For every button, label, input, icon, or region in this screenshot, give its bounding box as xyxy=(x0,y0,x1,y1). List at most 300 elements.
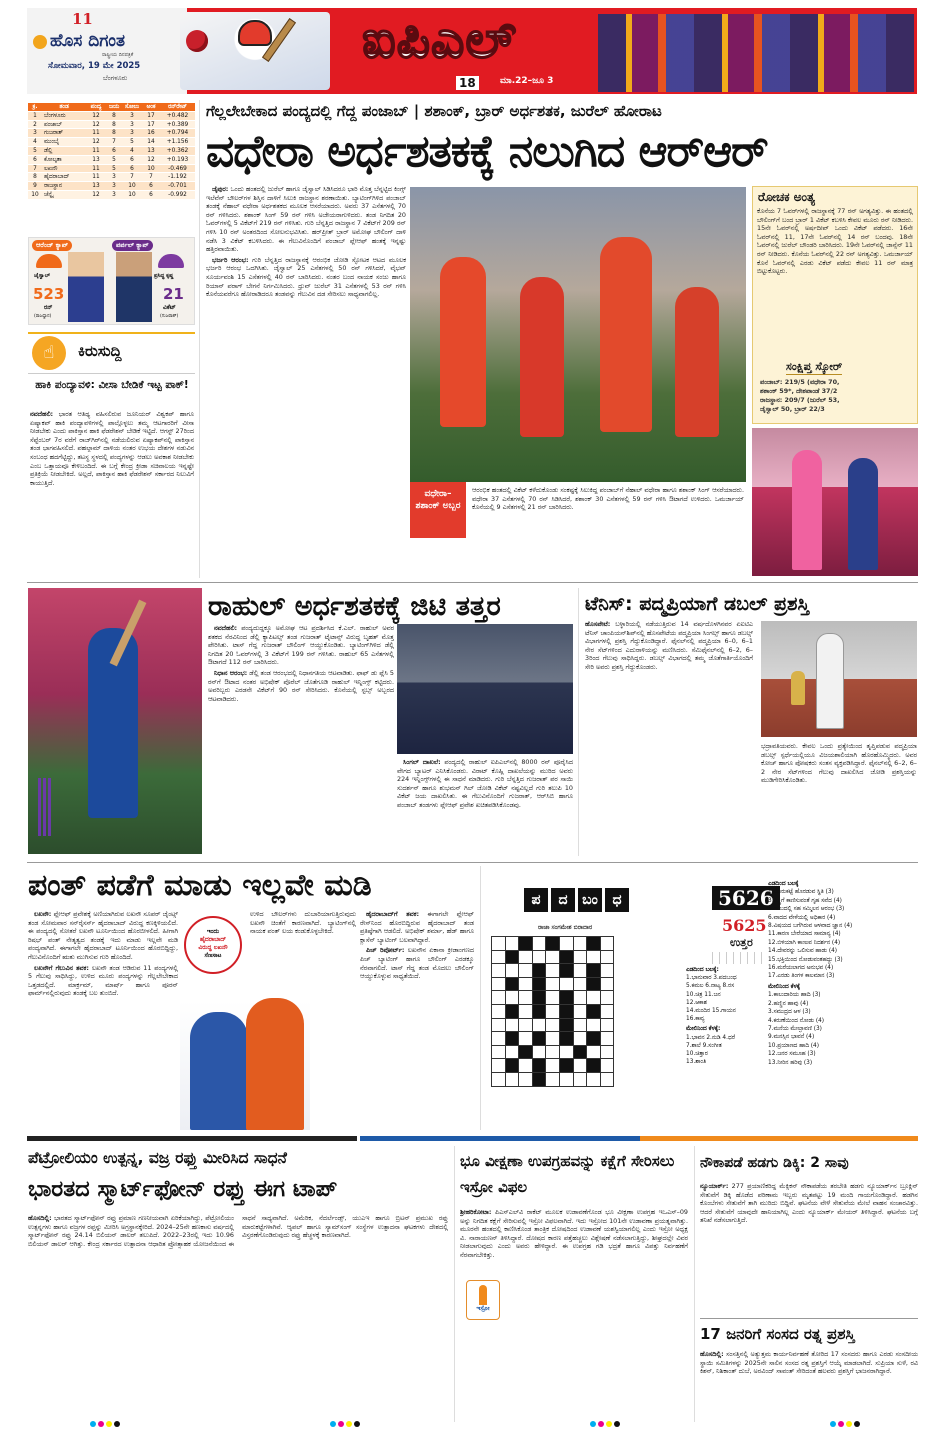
points-table-cell: 6 xyxy=(130,165,134,172)
player-figure xyxy=(792,450,822,570)
crossword-cell xyxy=(546,1059,560,1073)
ship-text: 277 ಪ್ರಯಾಣಿಕರಿದ್ದ ಮೆಕ್ಸಿಕನ್ ನೌಕಾಪಡೆಯ ತರಬೇತಿ ಹಡಗು ನ್ಯೂಯಾರ್ಕ್‌ನ ಬ್ರೂಕ್ಲಿನ್ ಸೇತುವೆಗೆ ಡಿಕ್ಕಿ ಹೊಡೆದ ಪರಿಣಾಮ ಇಬ್ಬರು ಮೃತಪಟ್ಟು 19 ಮಂದಿ ಗಾಯಗೊಂಡಿದ್ದಾರೆ. ಹಡಗಿನ ಕೊಂಬೆಗಳು ಸೇತುವೆಗೆ ತಾಗಿ ಮುರಿದು ಬಿದ್ದಿವೆ. ಘಟನೆಯ ವೇಳೆ ಸೇತುವೆಯ ಮೇಲೆ ವಾಹನ ಸಂಚಾರವಿತ್ತು. ಆದರೆ ಸೇತುವೆಗೆ ಯಾವುದೇ ಹಾನಿಯಾಗಿಲ್ಲ ಎಂದು ನ್ಯೂಯಾರ್ಕ್ ಮೇಯರ್ ತಿಳಿಸಿದ್ದಾರೆ. ಘಟನೆಯ ಬಗ್ಗೆ ತನಿಖೆ ನಡೆಸಲಾಗುತ್ತಿದೆ. xyxy=(700,1182,918,1225)
lead-text: ಒಂದು ಹಂತದಲ್ಲಿ ಜುರೆಲ್ ಹಾಗೂ ಜೈಸ್ವಾಲ್ ಸಿಡಿಸಿದರೂ ಭಾರಿ ಮೊತ್ತ ಬೆನ್ನಟ್ಟಿದ ಕಿಂಗ್ಸ್ ಇಲೆವೆನ್ ಬೌಲರ್‌ಗಳ ಶಿಸ್ತಿನ ದಾಳಿಗೆ ಸಿಲುಕಿ ರಾಜಸ್ಥಾನ ಶರಣಾಯಿತು. ಬ್ಯಾಟಿಂಗ್‌ಗಿಳಿದ ಪಂಜಾಬ್ ತಂಡಕ್ಕೆ ನೆಹಾಲ್ ವಧೇರಾ ಅರ್ಧಶತಕದ ಮೂಲಕ ಆಸರೆಯಾದರು. ಅವರು 37 ಎಸೆತಗಳಲ್ಲಿ 70 ರನ್ ಗಳಿಸಿದರು. ಶಶಾಂಕ್ ಸಿಂಗ್ 59 ರನ್ ಗಳಿಸಿ ಅಜೇಯರಾಗುಳಿದರು. ತಂಡ ನಿಗದಿತ 20 ಓವರ್‌ಗಳಲ್ಲಿ 5 ವಿಕೆಟ್‌ಗೆ 219 ರನ್ ಗಳಿಸಿತು. ಗುರಿ ಬೆನ್ನತ್ತಿದ ರಾಜಸ್ಥಾನ 7 ವಿಕೆಟ್‌ಗೆ 209 ರನ್ ಗಳಿಸಿ 10 ರನ್ ಅಂತರದಿಂದ ಸೋಲನುಭವಿಸಿತು. ಹರ್‌ಪ್ರೀತ್ ಬ್ರಾರ್ ಅಮೋಘ ಬೌಲಿಂಗ್ ದಾಳಿ ನಡೆಸಿ 3 ವಿಕೆಟ್ ಕಬಳಿಸಿದರು. ಈ ಗೆಲುವಿನೊಂದಿಗೆ ಪಂಜಾಬ್ ಪ್ಲೇಆಫ್ ಹಂತಕ್ಕೆ ಇನ್ನಷ್ಟು ಹತ್ತಿರವಾಯಿತು. xyxy=(206,185,406,254)
rahul-body-col1 xyxy=(208,624,394,854)
clue-across: 8.ವಿಷಯದ ಬಗೆಗಿರುವ ಆಳವಾದ ಜ್ಞಾನ (4) xyxy=(768,923,853,930)
player-figure xyxy=(600,237,652,432)
crossword-cell xyxy=(587,950,601,964)
clue-across: 14.ದೇವರನ್ನು ಒಲಿಸುವ ಹಾಡು (4) xyxy=(768,948,838,955)
section-rule xyxy=(27,582,918,583)
clue-down: 4.ಕರುಣೆಯಿಂದ ನೋಡು (4) xyxy=(768,1017,825,1024)
crossword-title-letter: ಧ xyxy=(605,888,629,912)
points-table-cell: 7 xyxy=(112,139,116,146)
points-table-cell: 1 xyxy=(33,112,37,119)
clue-across: 5.ಗರಬದಲ್ಲಿ ಸಹ ಸಮ್ಮಿಲನ ಆರಂಭ (3) xyxy=(768,906,845,913)
column-divider xyxy=(694,1146,695,1422)
lead-subhead: ಭರ್ಜರಿ ಆರಂಭ: xyxy=(212,255,249,264)
gt-team-photo xyxy=(397,624,573,754)
sansad-headline: 17 ಜನರಿಗೆ ಸಂಸದ ರತ್ನ ಪ್ರಶಸ್ತಿ xyxy=(700,1325,855,1343)
points-table-cell: 11 xyxy=(92,130,100,137)
lead-dateline: ಜೈಪುರ: xyxy=(212,185,229,193)
points-table-cell: 13 xyxy=(92,183,100,190)
points-table-cell: 6 xyxy=(149,191,153,198)
answer-number: 5625 xyxy=(722,916,767,935)
crossword-cell xyxy=(532,964,546,978)
rocket-icon xyxy=(479,1285,487,1305)
badge-line: ಇಂದು xyxy=(206,928,220,935)
crossword-cell xyxy=(546,1072,560,1086)
clue-across: 17.ಎರಡು ತಿಂಗಳ ಕಾಲಮಾನ (3) xyxy=(768,973,835,980)
crossword-cell xyxy=(492,1004,506,1018)
tennis-body xyxy=(585,620,753,856)
preview-text-mid: ಉಳಿದ ಬೌಲರ್‌ಗಳು ದುಬಾರಿಯಾಗುತ್ತಿರುವುದು ಲಖನೌ ಚಿಂತೆಗೆ ಕಾರಣವಾಗಿದೆ. ಬ್ಯಾಟಿಂಗ್‌ನಲ್ಲಿ ನಾಯಕ ಪಂತ್ ಲಯ ಕಂಡುಕೊಳ್ಳಬೇಕಿದೆ. xyxy=(250,910,356,936)
points-table-header xyxy=(28,103,195,112)
preview-body-col3 xyxy=(360,910,474,1130)
crossword-cell xyxy=(519,977,533,991)
crossword-cell xyxy=(546,1032,560,1046)
orange-cap-label: ಆರೆಂಜ್ ಕ್ಯಾಪ್ xyxy=(32,240,72,251)
preview-text: ಪ್ಲೇಆಫ್ ಪ್ರವೇಶಕ್ಕೆ ಅಣಿಯಾಗಿರುವ ಲಖನೌ ಸೂಪರ್ ಜೈಂಟ್ಸ್ ತಂಡ ಸೋಮವಾರ ಸನ್‌ರೈಸರ್ಸ್ ಹೈದರಾಬಾದ್ ವಿರುದ್ಧ ಕಣಕ್ಕಿಳಿಯಲಿದೆ. ಈ ಪಂದ್ಯದಲ್ಲಿ ಸೋತರೆ ಲಖನೌ ಟೂರ್ನಿಯಿಂದ ಹೊರಬೀಳಲಿದೆ. ಹೀಗಾಗಿ ರಿಷಭ್ ಪಂತ್ ನೇತೃತ್ವದ ತಂಡಕ್ಕೆ ಇದು ಮಾಡು ಇಲ್ಲವೇ ಮಡಿ ಪಂದ್ಯವಾಗಿದೆ. ಈಗಾಗಲೇ ಹೈದರಾಬಾದ್ ಟೂರ್ನಿಯಿಂದ ಹೊರಬಿದ್ದಿದ್ದು, ಗೆಲುವಿನೊಂದಿಗೆ ಋತು ಮುಗಿಸುವ ಗುರಿ ಹೊಂದಿದೆ. xyxy=(28,910,178,961)
registration-mark xyxy=(346,1421,352,1427)
sansad-dateline: ಹೊಸದಿಲ್ಲಿ: xyxy=(700,1350,724,1358)
points-table-cell: ಪಂಜಾಬ್ xyxy=(44,121,63,128)
player-figure xyxy=(440,257,486,427)
registration-mark xyxy=(846,1421,852,1427)
registration-mark xyxy=(90,1421,96,1427)
points-table-cell: 12 xyxy=(147,156,155,163)
points-table-cell: ಡೆಲ್ಲಿ xyxy=(44,147,53,154)
crossword-cell xyxy=(505,964,519,978)
registration-mark xyxy=(838,1421,844,1427)
points-table-row xyxy=(28,112,195,121)
crossword-title xyxy=(524,888,629,912)
crossword-cell xyxy=(546,950,560,964)
crossword-grid xyxy=(491,936,614,1087)
answers-down-title: ಮೇಲಿನಿಂದ ಕೆಳಕ್ಕೆ: xyxy=(686,1026,721,1033)
points-table-cell: 3 xyxy=(112,191,116,198)
registration-mark xyxy=(606,1421,612,1427)
points-table-cell: 3 xyxy=(130,130,134,137)
crossword-cell xyxy=(505,1018,519,1032)
sansad-text: ಸಂಸತ್ತಿನಲ್ಲಿ ಅತ್ಯುತ್ತಮ ಕಾರ್ಯನಿರ್ವಹಣೆ ತೋರಿದ 17 ಸಂಸದರು ಹಾಗೂ ಎರಡು ಸಂಸದೀಯ ಸ್ಥಾಯಿ ಸಮಿತಿಗಳನ್ನು 2025ನೇ ಸಾಲಿನ ಸಂಸದ ರತ್ನ ಪ್ರಶಸ್ತಿಗೆ ಆಯ್ಕೆ ಮಾಡಲಾಗಿದೆ. ಸುಪ್ರಿಯಾ ಸುಳೆ, ರವಿ ಕಿಶನ್, ನಿಶಿಕಾಂತ್ ದುಬೆ, ಅರವಿಂದ್ ಸಾವಂತ್ ಸೇರಿದಂತೆ ಹಲವರು ಪ್ರಶಸ್ತಿಗೆ ಭಾಜನರಾಗಿದ್ದಾರೆ. xyxy=(700,1350,918,1376)
points-table-cell: 3 xyxy=(130,121,134,128)
points-table-cell: 6 xyxy=(149,183,153,190)
crossword-number: 5626 xyxy=(712,886,780,910)
crossword-cell xyxy=(559,964,573,978)
points-table-cell: 12 xyxy=(92,121,100,128)
points-table-cell: 3 xyxy=(130,112,134,119)
crossword-cell xyxy=(600,950,614,964)
points-table-row xyxy=(28,182,195,191)
sansad-body xyxy=(700,1350,918,1422)
points-table-cell: +0.794 xyxy=(166,130,189,137)
registration-mark xyxy=(614,1421,620,1427)
registration-mark xyxy=(830,1421,836,1427)
crossword-cell xyxy=(600,1032,614,1046)
cricket-player-illustration xyxy=(180,12,330,90)
points-table-cell: ಗುಜರಾತ್ xyxy=(44,130,63,137)
clues xyxy=(768,880,918,1067)
answer-across: 5.ಕಮಲ 6.ನಾಟ್ಯ 8.ರಸ xyxy=(686,983,735,990)
answer-down: 10.ಚಿತ್ತಾರ xyxy=(686,1051,708,1058)
crossword-cell xyxy=(600,977,614,991)
tennis-text: ಬಳ್ಳಾರಿಯಲ್ಲಿ ನಡೆಯುತ್ತಿರುವ 14 ವರ್ಷದೊಳಗಿನವರ ಏಐಟಿಎ ಟೆನಿಸ್ ಚಾಂಪಿಯನ್‌ಶಿಪ್‌ನಲ್ಲಿ ಹೊಸಪೇಟೆಯ ಪದ್ಮಪ್ರಿಯಾ ಸಿಂಗಲ್ಸ್ ಹಾಗೂ ಡಬಲ್ಸ್ ವಿಭಾಗಗಳಲ್ಲಿ ಪ್ರಶಸ್ತಿ ಗೆದ್ದುಕೊಂಡಿದ್ದಾರೆ. ಫೈನಲ್‌ನಲ್ಲಿ ಪದ್ಮಪ್ರಿಯಾ 6–0, 6–1 ನೇರ ಸೆಟ್‌ಗಳಿಂದ ಎದುರಾಳಿಯನ್ನು ಮಣಿಸಿದರು. ಸೆಮಿಫೈನಲ್‌ನಲ್ಲಿ 6–2, 6–3ರಿಂದ ಗೆಲುವು ಸಾಧಿಸಿದ್ದರು. ಡಬಲ್ಸ್ ವಿಭಾಗದಲ್ಲಿ ತಮ್ಮ ಜೊತೆಗಾರ್ತಿಯೊಂದಿಗೆ ಸೇರಿ ಅವರು ಪ್ರಶಸ್ತಿ ಗೆದ್ದುಕೊಂಡರು. xyxy=(585,620,753,671)
points-table-cell: +1.156 xyxy=(166,139,189,146)
points-table-cell: -1.192 xyxy=(168,174,187,181)
points-table-cell: ಬೆಂಗಳೂರು xyxy=(44,112,66,119)
player-figure xyxy=(520,277,564,437)
points-table-cell: ಚೆನ್ನೈ xyxy=(44,191,54,198)
column-divider xyxy=(578,588,579,856)
player-figure xyxy=(816,633,844,729)
points-table-cell: 10 xyxy=(128,183,136,190)
crossword-cell xyxy=(492,991,506,1005)
purple-cap-unit: ವಿಕೆಟ್ xyxy=(163,304,176,311)
preview-body-col2 xyxy=(250,910,356,978)
preview-text-2: ಈಗಾಗಲೇ ಪ್ಲೇಆಫ್ ರೇಸ್‌ನಿಂದ ಹೊರಬಿದ್ದಿರುವ ಹೈದರಾಬಾದ್ ತಂಡ ಪ್ರತಿಷ್ಠೆಗಾಗಿ ಆಡಲಿದೆ. ಅಭಿಷೇಕ್ ಶರ್ಮಾ, ಹೆಡ್ ಹಾಗೂ ಕ್ಲಾಸೆನ್ ಬ್ಯಾಟಿಂಗ್ ಬಲವಾಗಿದ್ದಾರೆ. xyxy=(360,910,474,944)
points-table-cell: 3 xyxy=(33,130,37,137)
inset-label: ವಧೇರಾ–ಶಶಾಂಕ್ ಅಬ್ಬರ xyxy=(410,482,466,538)
crossword-cell xyxy=(600,1072,614,1086)
score-line: ಜೈಸ್ವಾಲ್ 50, ಬ್ರಾರ್ 22/3 xyxy=(760,405,825,413)
crossword-cell xyxy=(532,1059,546,1073)
registration-mark xyxy=(598,1421,604,1427)
col-nrr: ರನ್‌ರೇಟ್ xyxy=(168,104,187,110)
clue-down: 7.ಮನೆಯ ಮೇಲ್ಛಾವಣಿ (3) xyxy=(768,1025,822,1032)
purple-cap-player: ಪ್ರಸಿದ್ಧ ಕೃಷ್ಣ xyxy=(154,273,174,279)
crossword-cell xyxy=(600,937,614,951)
smartphone-dateline: ಹೊಸದಿಲ್ಲಿ: xyxy=(28,1214,52,1222)
crossword-table xyxy=(491,936,614,1087)
rahul-photo xyxy=(28,588,202,854)
column-divider xyxy=(199,100,200,578)
section-rule-color xyxy=(360,1136,640,1141)
points-table-row xyxy=(28,129,195,138)
points-table-cell: +0.389 xyxy=(166,121,189,128)
registration-mark xyxy=(106,1421,112,1427)
points-table-cell: 3 xyxy=(112,183,116,190)
inset-text: ಆರಂಭಿಕ ಹಂತದಲ್ಲಿ ವಿಕೆಟ್ ಕಳೆದುಕೊಂಡು ಸಂಕಷ್ಟಕ್ಕೆ ಸಿಲುಕಿದ್ದ ಪಂಜಾಬ್‌ಗೆ ನೆಹಾಲ್ ವಧೇರಾ ಹಾಗೂ ಶಶಾಂಕ್ ಸಿಂಗ್ ಆಸರೆಯಾದರು. ವಧೇರಾ 37 ಎಸೆತಗಳಲ್ಲಿ 70 ರನ್ ಸಿಡಿಸಿದರೆ, ಶಶಾಂಕ್ 30 ಎಸೆತಗಳಲ್ಲಿ 59 ರನ್ ಗಳಿಸಿ ಔಟಾಗದೆ ಉಳಿದರು. ಒಮರ್ಜಾಯ್ ಕೊನೆಯಲ್ಲಿ 9 ಎಸೆತಗಳಲ್ಲಿ 21 ರನ್ ಬಾರಿಸಿದರು. xyxy=(472,486,744,512)
rahul-subhead-1: ನಿಧಾನ ಆರಂಭ: xyxy=(214,668,248,677)
points-table-cell: ಲಖನೌ xyxy=(44,165,58,172)
preview-text-3: ಲಖನೌನ ಏಕಾನಾ ಕ್ರೀಡಾಂಗಣದ ಪಿಚ್ ಬ್ಯಾಟಿಂಗ್ ಹಾಗೂ ಬೌಲಿಂಗ್ ಎರಡಕ್ಕೂ ನೆರವಾಗಲಿದೆ. ಟಾಸ್ ಗೆದ್ದ ತಂಡ ಮೊದಲು ಬೌಲಿಂಗ್ ಆಯ್ದುಕೊಳ್ಳುವ ಸಾಧ್ಯತೆಯಿದೆ. xyxy=(360,946,474,981)
clue-across: 1.ಮಾರುಕಟ್ಟೆ ಹೊರಡುವ ಸ್ಥಿತಿ (3) xyxy=(768,889,834,896)
kirusuddi-label: ಕಿರುಸುದ್ದಿ xyxy=(78,342,122,360)
captains-photo-strip xyxy=(598,14,914,92)
scorecard-title: ಸಂಕ್ಷಿಪ್ತ ಸ್ಕೋರ್ xyxy=(786,360,843,373)
points-table-cell: 5 xyxy=(130,139,134,146)
badge-line: ಸೆಣಸಾಟ xyxy=(204,952,222,959)
smartphone-body xyxy=(28,1214,448,1420)
points-table-cell: 4 xyxy=(33,139,37,146)
smartphone-headline: ಭಾರತದ ಸ್ಮಾರ್ಟ್‌ಫೋನ್ ರಫ್ತು ಈಗ ಟಾಪ್ xyxy=(28,1176,338,1202)
crossword-cell xyxy=(600,1045,614,1059)
points-table-cell: 7 xyxy=(130,174,134,181)
section-rule-color xyxy=(27,1136,357,1141)
points-table-cell: 2 xyxy=(33,121,37,128)
smartphone-text: ಭಾರತದ ಸ್ಮಾರ್ಟ್‌ಫೋನ್ ರಫ್ತು ಪ್ರಮಾಣ ಗಣನೀಯವಾಗಿ ಏರಿಕೆಯಾಗಿದ್ದು, ಪೆಟ್ರೋಲಿಯಂ ಉತ್ಪನ್ನಗಳು ಹಾಗೂ ವಜ್ರಗಳ ರಫ್ತನ್ನು ಮೀರಿಸಿ ಅಗ್ರಸ್ಥಾನಕ್ಕೇರಿದೆ. 2024–25ನೇ ಹಣಕಾಸು ವರ್ಷದಲ್ಲಿ ಸ್ಮಾರ್ಟ್‌ಫೋನ್ ರಫ್ತು 24.14 ಬಿಲಿಯನ್ ಡಾಲರ್ ತಲುಪಿದೆ. 2022–23ರಲ್ಲಿ ಇದು 10.96 ಬಿಲಿಯನ್ ಡಾಲರ್ ಆಗಿತ್ತು. ಕೇಂದ್ರ ಸರ್ಕಾರದ ಉತ್ಪಾದನಾ ಆಧಾರಿತ ಪ್ರೋತ್ಸಾಹಕ ಯೋಜನೆಯಿಂದ ಈ ಸಾಧನೆ ಸಾಧ್ಯವಾಗಿದೆ. ಅಮೆರಿಕ, ನೆದರ್ಲೆಂಡ್ಸ್, ಯುಎಇ ಹಾಗೂ ಬ್ರಿಟನ್ ಪ್ರಮುಖ ರಫ್ತು ಮಾರುಕಟ್ಟೆಗಳಾಗಿವೆ. ಆ್ಯಪಲ್ ಹಾಗೂ ಸ್ಯಾಮ್‌ಸಂಗ್ ಸಂಸ್ಥೆಗಳ ಉತ್ಪಾದನಾ ಘಟಕಗಳು ದೇಶದಲ್ಲಿ ವಿಸ್ತರಣೆಗೊಂಡಿರುವುದು ರಫ್ತು ಹೆಚ್ಚಳಕ್ಕೆ ಕಾರಣವಾಗಿದೆ. xyxy=(28,1214,448,1248)
lead-photo xyxy=(410,187,746,482)
points-table-row xyxy=(28,138,195,147)
crossword-cell xyxy=(492,1072,506,1086)
crossword-cell xyxy=(505,950,519,964)
crossword-author: ರಾಜಾ ಸಂಗಮೇಶ ಬಿರಾದಾರ xyxy=(538,924,593,931)
points-table-cell: +0.193 xyxy=(166,156,189,163)
rahul-subhead-2: ಸಿಂಗಲ್ ದಾಖಲೆ: xyxy=(403,758,441,766)
points-table-cell: +0.482 xyxy=(166,112,189,119)
isro-dateline: ಶ್ರೀಹರಿಕೋಟಾ: xyxy=(460,1208,492,1216)
crossword-cell xyxy=(573,1018,587,1032)
clue-down: 12.ಜನರ ಸಮೂಹ (3) xyxy=(768,1051,816,1058)
preview-subhead-2: ಹೈದರಾಬಾದ್‌ಗೆ ತವಕ: xyxy=(366,910,420,918)
sidebar-photo xyxy=(752,428,918,576)
rahul-dateline: ನವದೆಹಲಿ: xyxy=(214,624,238,632)
season-number: 18 xyxy=(456,76,479,90)
crossword-cell xyxy=(559,1004,573,1018)
crossword-cell xyxy=(505,977,519,991)
clue-down: 1.ಕಾಲುದಾರಿಯ ಹಾದಿ (3) xyxy=(768,992,821,999)
orange-cap-runs: 523 xyxy=(33,285,65,303)
points-table-cell: 16 xyxy=(147,130,155,137)
crossword-cell xyxy=(492,1032,506,1046)
masthead-city: ಬೆಂಗಳೂರು xyxy=(103,74,128,82)
crossword-cell xyxy=(532,1045,546,1059)
points-table-cell: ಹೈದರಾಬಾದ್ xyxy=(44,174,70,181)
points-table-cell: 17 xyxy=(147,121,155,128)
badge-line: ವಿರುದ್ಧ ಲಖನೌ xyxy=(198,944,228,951)
crossword-cell xyxy=(505,1045,519,1059)
points-table-cell: 8 xyxy=(33,174,37,181)
answer-across: 1.ಭಾನುವಾರ 3.ಪದಬಂಧ xyxy=(686,975,737,982)
points-table-cell: 10 xyxy=(31,191,39,198)
crossword-cell xyxy=(573,1004,587,1018)
points-table-cell: -0.992 xyxy=(168,191,187,198)
crossword-cell xyxy=(519,950,533,964)
tennis-body-right: ಭದ್ರಾವತಿಯವರು. ಕೇವಲ ಒಂದು ಪ್ರತ್ಯೇಯಿಂದ ತೃಪ್ತಿಪಡುವ ಪದ್ಮಪ್ರಿಯಾ ಡಬಲ್ಸ್ ಸ್ಪರ್ಧೆಯಲ್ಲಿಯೂ ವಿಜಯಶಾಲಿಯಾಗಿ ಹೊರಹೊಮ್ಮಿದರು. ಅವರ ಕೋಚ್ ಹಾಗೂ ಪೋಷಕರು ಸಂತಸ ವ್ಯಕ್ತಪಡಿಸಿದ್ದಾರೆ. ಫೈನಲ್‌ನಲ್ಲಿ 6–2, 6–2 ನೇರ ಸೆಟ್‌ಗಳಿಂದ ಗೆಲುವು ದಾಖಲಿಸಿದ ಜೋಡಿ ಪ್ರಶಸ್ತಿಯನ್ನು ಮುಡಿಗೇರಿಸಿಕೊಂಡಿತು. xyxy=(761,742,917,785)
section-rule-color xyxy=(640,1136,918,1141)
crossword-cell xyxy=(587,1072,601,1086)
crossword-cell xyxy=(505,1059,519,1073)
clues-down-title: ಮೇಲಿನಿಂದ ಕೆಳಕ್ಕೆ xyxy=(768,983,801,990)
orange-cap-unit: ರನ್ xyxy=(44,304,53,311)
crossword-cell xyxy=(559,1072,573,1086)
preview-subhead-1: ಲಖನೌಗೆ ಗೆಲುವಿನ ತವಕ: xyxy=(34,963,89,972)
trophy-icon xyxy=(791,671,805,705)
captains-photo xyxy=(180,978,310,1130)
crossword-cell xyxy=(519,1072,533,1086)
crossword-cell xyxy=(546,1004,560,1018)
crossword-cell xyxy=(600,991,614,1005)
crossword-cell xyxy=(519,1032,533,1046)
crossword-title-letter: ದ xyxy=(551,888,575,912)
points-table-cell: -0.469 xyxy=(168,165,187,172)
crossword-cell xyxy=(573,1072,587,1086)
crossword-cell xyxy=(587,1059,601,1073)
points-table-cell: 11 xyxy=(92,174,100,181)
answer-grid xyxy=(712,952,766,964)
points-table-cell: 13 xyxy=(147,147,155,154)
crossword-cell xyxy=(573,1032,587,1046)
registration-mark xyxy=(114,1421,120,1427)
points-table-cell: 10 xyxy=(147,165,155,172)
points-table-cell: ಮುಂಬೈ xyxy=(44,139,60,146)
clue-across: 16.ಮರೆಯಲಾಗದ ಅನುಭವ (4) xyxy=(768,965,834,972)
clue-across: 3.ಕಣ್ಣಿಗೆ ಕಾಣಿಸುವಂತೆ ಗೃಹ ಸವೆದ (4) xyxy=(768,897,842,904)
section-rule xyxy=(27,862,918,863)
preview-subhead-3: ಪಿಚ್ ರಿಪೋರ್ಟ್: xyxy=(366,946,405,955)
points-table xyxy=(28,103,195,200)
points-table-row xyxy=(28,121,195,130)
rahul-text-2: ಪಂದ್ಯದಲ್ಲಿ ರಾಹುಲ್ ಐಪಿಎಲ್‌ನಲ್ಲಿ 8000 ರನ್ ಪೂರೈಸಿದ ವೇಗದ ಬ್ಯಾಟರ್ ಎನಿಸಿಕೊಂಡರು. ವಿರಾಟ್ ಕೊಹ್ಲಿ ದಾಖಲೆಯನ್ನು ಮುರಿದ ಅವರು 224 ಇನ್ನಿಂಗ್ಸ್‌ಗಳಲ್ಲಿ ಈ ಸಾಧನೆ ಮಾಡಿದರು. ಗುರಿ ಬೆನ್ನತ್ತಿದ ಗುಜರಾತ್ ಪರ ಸಾಯಿ ಸುದರ್ಶನ್ ಹಾಗೂ ಶುಭಮನ್ ಗಿಲ್ ಜೋಡಿ ವಿಕೆಟ್ ನಷ್ಟವಿಲ್ಲದೆ ಗುರಿ ತಲುಪಿ 10 ವಿಕೆಟ್ ಜಯ ದಾಖಲಿಸಿತು. ಈ ಗೆಲುವಿನೊಂದಿಗೆ ಗುಜರಾತ್, ಆರ್‌ಸಿಬಿ ಹಾಗೂ ಪಂಜಾಬ್ ತಂಡಗಳು ಪ್ಲೇಆಫ್ ಪ್ರವೇಶ ಖಚಿತಪಡಿಸಿಕೊಂಡವು. xyxy=(397,758,573,809)
crossword-cell xyxy=(546,1045,560,1059)
points-table-cell: 9 xyxy=(33,183,37,190)
points-table-cell: 5 xyxy=(112,156,116,163)
crossword-cell xyxy=(559,1045,573,1059)
clue-down: 3.ಸಮುದ್ರದ ಆಳ (3) xyxy=(768,1009,811,1016)
crossword-cell xyxy=(519,1004,533,1018)
clues-across-title: ಎಡದಿಂದ ಬಲಕ್ಕೆ xyxy=(768,881,799,887)
points-table-cell: 6 xyxy=(130,156,134,163)
crossword-cell xyxy=(492,1059,506,1073)
clue-down: 10.ಪ್ರಯಾಣದ ಹಾದಿ (4) xyxy=(768,1042,820,1049)
crossword-cell xyxy=(546,977,560,991)
crossword-cell xyxy=(492,1045,506,1059)
match-badge xyxy=(184,916,242,974)
crossword-cell xyxy=(492,950,506,964)
points-table-cell: 12 xyxy=(92,139,100,146)
crossword-cell xyxy=(573,1045,587,1059)
kirusuddi-body xyxy=(30,410,194,575)
player-figure xyxy=(848,458,878,570)
crossword-cell xyxy=(600,1059,614,1073)
orange-cap-player-photo xyxy=(68,252,104,322)
paper-logo-icon xyxy=(33,35,47,49)
crossword-cell xyxy=(587,937,601,951)
crossword-cell xyxy=(559,937,573,951)
section-rule xyxy=(700,1318,918,1319)
crossword-cell xyxy=(559,950,573,964)
cricket-ball-icon xyxy=(186,30,208,52)
tennis-headline: ಟೆನಿಸ್: ಪದ್ಮಪ್ರಿಯಾಗೆ ಡಬಲ್ ಪ್ರಶಸ್ತಿ xyxy=(585,593,810,615)
crossword-cell xyxy=(573,950,587,964)
answers-across-title: ಎಡದಿಂದ ಬಲಕ್ಕೆ: xyxy=(686,967,719,973)
crossword-cell xyxy=(519,937,533,951)
paper-tagline: ರಾಷ್ಟ್ರೀಯ ದಿನಪತ್ರಿಕೆ xyxy=(102,52,134,58)
answer-across: 12.ಆಕಾಶ xyxy=(686,999,707,1006)
points-table-cell: 11 xyxy=(92,165,100,172)
lead-headline: ವಧೇರಾ ಅರ್ಧಶತಕಕ್ಕೆ ನಲುಗಿದ ಆರ್‌ಆರ್ xyxy=(206,126,768,177)
badge-line: ಹೈದರಾಬಾದ್ xyxy=(199,936,227,943)
points-table-row xyxy=(28,147,195,156)
points-table-cell: ಕೋಲ್ಕತಾ xyxy=(44,156,62,163)
purple-cap-team: (ಗುಜರಾತ್) xyxy=(160,314,179,319)
col-played: ಪಂದ್ಯ xyxy=(90,104,102,110)
crossword-cell xyxy=(532,937,546,951)
crossword-cell xyxy=(600,1004,614,1018)
crossword-cell xyxy=(505,1072,519,1086)
sidebar-body: ಕೊನೆಯ 7 ಓವರ್‌ಗಳಲ್ಲಿ ರಾಜಸ್ಥಾನಕ್ಕೆ 77 ರನ್ ಅಗತ್ಯವಿತ್ತು. ಈ ಹಂತದಲ್ಲಿ ಬೌಲಿಂಗ್‌ಗೆ ಬಂದ ಬ್ರಾರ್ 1 ವಿಕೆಟ್ ಕಬಳಿಸಿ ಕೇವಲ ಮೂರು ರನ್ ನೀಡಿದರು. 15ನೇ ಓವರ್‌ನಲ್ಲಿ ಅರ್ಷದೀಪ್ ಒಂದು ವಿಕೆಟ್ ಪಡೆದರು. 16ನೇ ಓವರ್‌ನಲ್ಲಿ 11, 17ನೇ ಓವರ್‌ನಲ್ಲಿ 14 ರನ್ ಬಂದವು. 18ನೇ ಓವರ್‌ನಲ್ಲಿ ಜುರೆಲ್ ಬೌಂಡರಿ ಬಾರಿಸಿದರು. 19ನೇ ಓವರ್‌ನಲ್ಲಿ ಜಾನ್ಸೆನ್ 11 ರನ್ ನೀಡಿದರು. ಕೊನೆಯ ಓವರ್‌ನಲ್ಲಿ 22 ರನ್ ಅಗತ್ಯವಿತ್ತು. ಒಮರ್ಜಾಯ್ ಕೊನೆ ಓವರ್‌ನಲ್ಲಿ ಎರಡು ವಿಕೆಟ್ ಪಡೆದು ಕೇವಲ 11 ರನ್ ಮಾತ್ರ ಬಿಟ್ಟುಕೊಟ್ಟರು. xyxy=(757,207,913,276)
crossword-cell xyxy=(587,1032,601,1046)
points-table-cell: +0.362 xyxy=(166,147,189,154)
preview-body-col1 xyxy=(28,910,178,1130)
crossword-cell xyxy=(505,1032,519,1046)
smartphone-kicker: ಪೆಟ್ರೋಲಿಯಂ ಉತ್ಪನ್ನ, ವಜ್ರ ರಫ್ತು ಮೀರಿಸಿದ ಸಾಧನೆ xyxy=(28,1149,287,1167)
crossword-cell xyxy=(587,1045,601,1059)
answer-across: 14.ಮಂದಿರ 15.ಗಾಯನ xyxy=(686,1008,736,1015)
col-points: ಅಂಕ xyxy=(146,104,156,110)
answers xyxy=(686,966,766,1066)
crossword-cell xyxy=(505,1004,519,1018)
crossword-cell xyxy=(492,937,506,951)
clue-across: 6.ವಾದದ ವೇಳೆಯಲ್ಲಿ ಅಧಿಕಾರ (4) xyxy=(768,914,836,921)
points-table-cell: 6 xyxy=(33,156,37,163)
points-table-cell: 8 xyxy=(112,121,116,128)
clue-down: 2.ಹಣ್ಣಿನ ಹಾವು (4) xyxy=(768,1000,809,1007)
score-line: ರಾಜಸ್ಥಾನ: 209/7 (ಜುರೆಲ್ 53, xyxy=(760,396,840,404)
column-divider xyxy=(454,1146,455,1422)
hand-icon: ☝ xyxy=(32,336,66,370)
clue-down: 9.ಮನಸ್ಸಿನ ಭಾವನೆ (4) xyxy=(768,1034,815,1041)
purple-cap-label: ಪರ್ಪಲ್ ಕ್ಯಾಪ್ xyxy=(112,240,153,251)
kirusuddi-headline: ಹಾಕಿ ಪಂದ್ಯಾವಳಿ: ವೀಸಾ ಬೇಡಿಕೆ ಇಟ್ಟ ಪಾಕ್! xyxy=(35,379,189,391)
purple-cap-player-photo xyxy=(116,252,152,322)
crossword-cell xyxy=(546,937,560,951)
isro-logo-text: ಇಸ್ರೋ xyxy=(476,1305,490,1312)
crossword-cell xyxy=(587,964,601,978)
kirusuddi-dateline: ನವದೆಹಲಿ: xyxy=(30,410,54,418)
score-line: ಶಶಾಂಕ್ 59*, ದೇಶಪಾಂಡೆ 37/2 xyxy=(760,387,838,395)
player-figure xyxy=(675,287,719,437)
crossword-cell xyxy=(505,991,519,1005)
points-table-cell: 5 xyxy=(33,147,37,154)
rahul-headline: ರಾಹುಲ್ ಅರ್ಧಶತಕಕ್ಕೆ ಜಿಟಿ ತತ್ತರ xyxy=(208,591,501,622)
crossword-cell xyxy=(519,1018,533,1032)
helmet-icon xyxy=(238,20,272,46)
points-table-row xyxy=(28,156,195,165)
orange-cap-team: (ರಾಜಸ್ಥಾನ) xyxy=(34,314,52,319)
paper-name: ಹೊಸ ದಿಗಂತ xyxy=(50,31,125,51)
crossword-cell xyxy=(546,991,560,1005)
tennis-dateline: ಹೊಸಪೇಟೆ: xyxy=(585,620,611,628)
crossword-cell xyxy=(532,1004,546,1018)
sidebar-title: ರೋಚಕ ಅಂತ್ಯ xyxy=(758,190,815,204)
crossword-cell xyxy=(587,1018,601,1032)
registration-mark xyxy=(854,1421,860,1427)
points-table-cell: 7 xyxy=(33,165,37,172)
registration-mark xyxy=(98,1421,104,1427)
section-title: ಐಪಿಎಲ್ xyxy=(362,10,517,70)
page-number: 11 xyxy=(72,10,93,28)
scorecard xyxy=(760,378,914,414)
points-table-cell: 11 xyxy=(92,147,100,154)
lead-body xyxy=(206,185,406,577)
points-table-cell: 14 xyxy=(147,139,155,146)
crossword-title-letter: ಬಂ xyxy=(578,888,602,912)
crossword-cell xyxy=(573,964,587,978)
points-table-cell: 13 xyxy=(92,156,100,163)
crossword-cell xyxy=(587,1004,601,1018)
points-table-cell: 7 xyxy=(149,174,153,181)
answer-across: 10.ಚಿತ್ರ 11.ಜನ xyxy=(686,991,721,998)
crossword-cell xyxy=(519,1059,533,1073)
preview-headline: ಪಂತ್ ಪಡೆಗೆ ಮಾಡು ಇಲ್ಲವೇ ಮಡಿ xyxy=(28,868,372,903)
points-table-cell: 6 xyxy=(112,147,116,154)
orange-cap-player: ಜೈಸ್ವಾಲ್ xyxy=(34,273,51,279)
col-lost: ಸೋಲು xyxy=(124,104,140,110)
crossword-title-letter: ಪ xyxy=(524,888,548,912)
preview-text-1: ಲಖನೌ ತಂಡ ಆಡಿರುವ 11 ಪಂದ್ಯಗಳಲ್ಲಿ 5 ಗೆಲುವು ಸಾಧಿಸಿದ್ದು, ಉಳಿದ ಮೂರು ಪಂದ್ಯಗಳನ್ನು ಗೆಲ್ಲಲೇಬೇಕಾದ ಒತ್ತಡದಲ್ಲಿದೆ. ಮಾರ್ಕ್ರಮ್, ಮಾರ್ಷ್ ಹಾಗೂ ಪೂರನ್ ಫಾರ್ಮ್‌ನಲ್ಲಿರುವುದು ತಂಡಕ್ಕೆ ಬಲ ತುಂಬಿದೆ. xyxy=(28,963,178,998)
rahul-text-1: ಡೆಲ್ಲಿ ತಂಡ ಆರಂಭದಲ್ಲಿ ನಿಧಾನಗತಿಯ ಆಟವಾಡಿತು. ಫಾಫ್ ಡು ಪ್ಲೆಸಿ 5 ರನ್‌ಗೆ ಔಟಾದ ನಂತರ ಅಭಿಷೇಕ್ ಪೊರೆಲ್ ಜೊತೆಗೂಡಿ ರಾಹುಲ್ ಇನ್ನಿಂಗ್ಸ್ ಕಟ್ಟಿದರು. ಅವರಿಬ್ಬರು ಎರಡನೇ ವಿಕೆಟ್‌ಗೆ 90 ರನ್ ಸೇರಿಸಿದರು. ಕೊನೆಯಲ್ಲಿ ಸ್ಟಬ್ಸ್ ಅಬ್ಬರದ ಆಟವಾಡಿದರು. xyxy=(208,668,394,703)
